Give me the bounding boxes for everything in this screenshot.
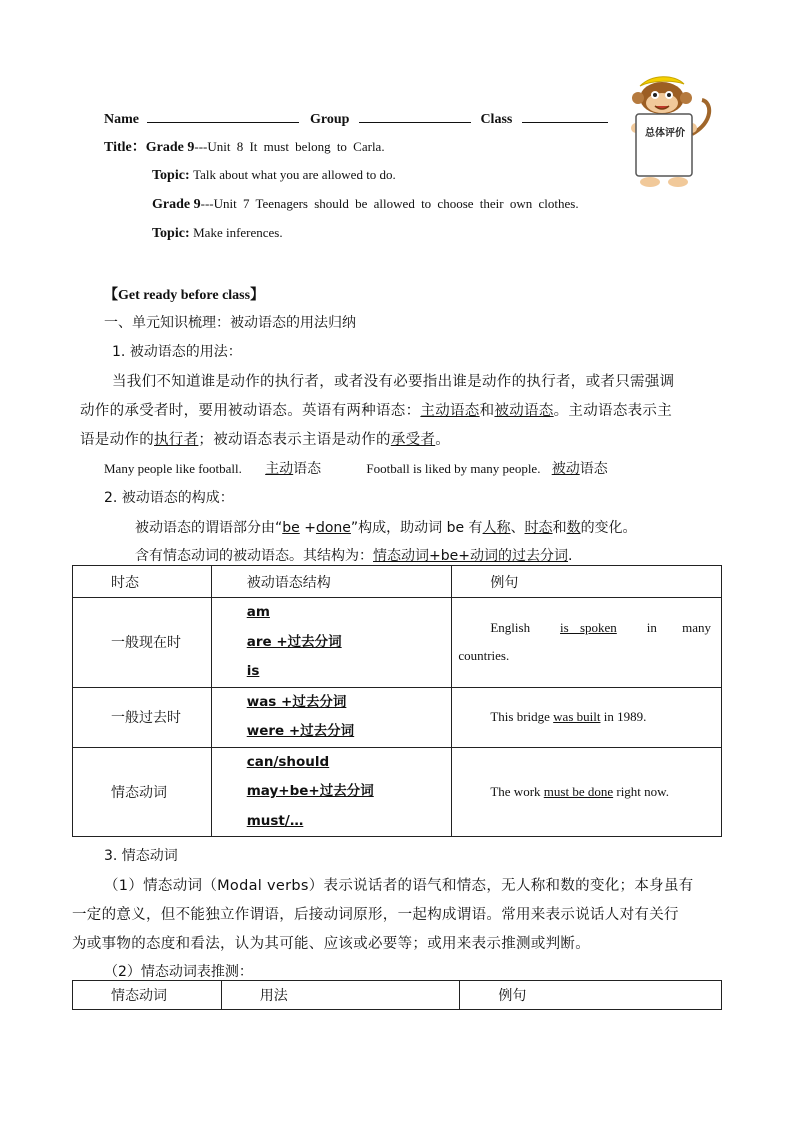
th-tense: 时态: [73, 566, 212, 598]
part-1-title: 一、单元知识梳理：被动语态的用法归纳: [104, 315, 356, 331]
paragraph-1-line-1: 当我们不知道谁是动作的执行者，或者没有必要指出谁是动作的执行者，或者只需强调: [112, 374, 675, 390]
example-cell: [452, 598, 722, 688]
tense-cell: 情态动词: [73, 747, 212, 837]
table-row: [73, 598, 722, 688]
p1c-mid: ；被动语态表示主语是动作的: [198, 432, 391, 448]
paragraph-4-line-1: （1）情态动词（Modal verbs）表示说话者的语气和情态，无人称和数的变化；本身虽有: [104, 878, 694, 894]
struct-line: can/should: [246, 753, 330, 770]
paragraph-4-line-3: 为或事物的态度和看法，认为其可能、应该或必要等；或用来表示推测或判断。: [72, 936, 590, 952]
p2-done: done: [315, 520, 351, 536]
topic-2-label: Topic:: [152, 226, 190, 241]
table-header-row: [73, 981, 722, 1010]
th-example: 例句: [452, 566, 722, 598]
unit-8-title: ---Unit 8 It must belong to Carla.: [194, 139, 385, 154]
example-verb: must be done: [543, 783, 614, 799]
tense-cell: 一般过去时: [73, 687, 212, 747]
table-header-row: [73, 566, 722, 598]
example-line-2: countries.: [458, 648, 510, 664]
p2-person: 人称: [482, 520, 511, 536]
class-label: Class: [480, 112, 513, 127]
topic-2: [152, 225, 283, 242]
passive-tag: [552, 461, 608, 477]
p2-tense: 时态: [524, 520, 553, 536]
item-3: 3. 情态动词: [104, 848, 178, 864]
name-label: Name: [104, 112, 139, 127]
example-post: in 1989.: [603, 709, 647, 724]
item-1: 1. 被动语态的用法：: [112, 344, 242, 360]
p2-b: ”构成，助动词 be 有: [350, 520, 483, 536]
section-heading: 【Get ready before class】: [104, 288, 265, 303]
p1b-text: 动作的承受者时，要用被动语态。英语有两种语态：: [80, 403, 421, 419]
p2-e: 的变化。: [580, 520, 637, 536]
table-row: [73, 687, 722, 747]
th-usage: 用法: [221, 981, 460, 1010]
grade-1: Grade 9: [145, 140, 195, 155]
group-field[interactable]: [359, 108, 471, 123]
paragraph-1-line-3: [80, 428, 450, 449]
p1c-end: 。: [435, 432, 451, 448]
example-line: [458, 620, 711, 636]
item-3-2: （2）情态动词表推测：: [104, 964, 253, 980]
p2-d: 和: [552, 520, 567, 536]
name-row: [104, 108, 608, 128]
p3-structure: 情态动词+be+动词的过去分词: [373, 548, 568, 564]
passive-voice: 被动语态: [494, 403, 554, 419]
table-row: [73, 747, 722, 837]
active-tag-u: 主动: [265, 461, 294, 477]
p1b-and: 和: [479, 403, 495, 419]
paragraph-4-line-2: 一定的意义，但不能独立作谓语，后接动词原形，一起构成谓语。常用来表示说话人对有关行: [72, 907, 679, 923]
p1b-tail: 。主动语态表示主: [553, 403, 673, 419]
tense-cell: 一般现在时: [73, 598, 212, 688]
active-tag: [265, 461, 321, 477]
modal-verbs-table: [72, 980, 722, 1010]
example-post: right now.: [616, 783, 669, 799]
topic-1-text: Talk about what you are allowed to do.: [193, 167, 396, 182]
p2-plus: +: [299, 520, 316, 536]
p3-end: .: [567, 548, 573, 564]
th-structure: 被动语态结构: [211, 566, 452, 598]
monkey-mascot-image: [622, 72, 714, 190]
example-pre: English: [490, 620, 531, 636]
title-label: Title：: [104, 140, 146, 155]
p2-number: 数: [566, 520, 581, 536]
passive-voice-table: [72, 565, 722, 837]
passive-tag-u: 被动: [551, 461, 580, 477]
passive-tag-rest: 语态: [579, 461, 608, 477]
p2-c: 、: [510, 520, 525, 536]
example-cell: [452, 687, 722, 747]
topic-2-text: Make inferences.: [193, 225, 283, 240]
paragraph-3: [135, 545, 572, 565]
example-pre: The work: [490, 783, 541, 799]
doer: 执行者: [154, 432, 199, 448]
item-2: 2. 被动语态的构成：: [104, 490, 234, 506]
th-modal-verb: 情态动词: [73, 981, 222, 1010]
structure-cell: [211, 598, 452, 688]
example-verb: is spoken: [560, 620, 617, 636]
class-field[interactable]: [522, 108, 608, 123]
struct-line: was +过去分词: [246, 693, 347, 710]
title-line: [104, 136, 385, 156]
active-example: Many people like football.: [104, 461, 242, 476]
unit-7-line: [152, 196, 579, 213]
voice-examples: [104, 458, 608, 478]
receiver: 承受者: [390, 432, 436, 448]
paragraph-1-line-2: [80, 399, 672, 420]
p1c-text: 语是动作的: [80, 432, 154, 448]
p2-a: 被动语态的谓语部分由“: [135, 520, 283, 536]
struct-line: were +过去分词: [246, 723, 355, 739]
structure-cell: [211, 687, 452, 747]
th-example: 例句: [460, 981, 722, 1010]
evaluation-badge-text: 总体评价: [645, 128, 685, 139]
paragraph-2: [135, 517, 637, 537]
p3-a: 含有情态动词的被动语态。其结构为：: [135, 548, 373, 564]
example-pre: This bridge: [490, 709, 550, 724]
topic-1-label: Topic:: [152, 168, 190, 183]
topic-1: [152, 167, 396, 184]
example-verb: was built: [553, 709, 601, 724]
active-voice: 主动语态: [420, 403, 480, 419]
passive-example: Football is liked by many people.: [366, 461, 541, 476]
struct-line: are +过去分词: [246, 633, 342, 650]
struct-line: am: [246, 604, 270, 620]
p2-be: be: [282, 520, 300, 536]
name-field[interactable]: [147, 108, 299, 123]
example-cell: [452, 747, 722, 837]
active-tag-rest: 语态: [293, 461, 322, 477]
struct-line: is: [246, 663, 260, 679]
example-post: in many: [646, 620, 711, 636]
unit-7-title: ---Unit 7 Teenagers should be allowed to choose their own clothes.: [200, 196, 579, 211]
group-label: Group: [310, 112, 350, 127]
structure-cell: [211, 747, 452, 837]
struct-line: must/…: [246, 812, 304, 829]
grade-2: Grade 9: [152, 197, 201, 212]
struct-line: may+be+过去分词: [246, 783, 374, 799]
